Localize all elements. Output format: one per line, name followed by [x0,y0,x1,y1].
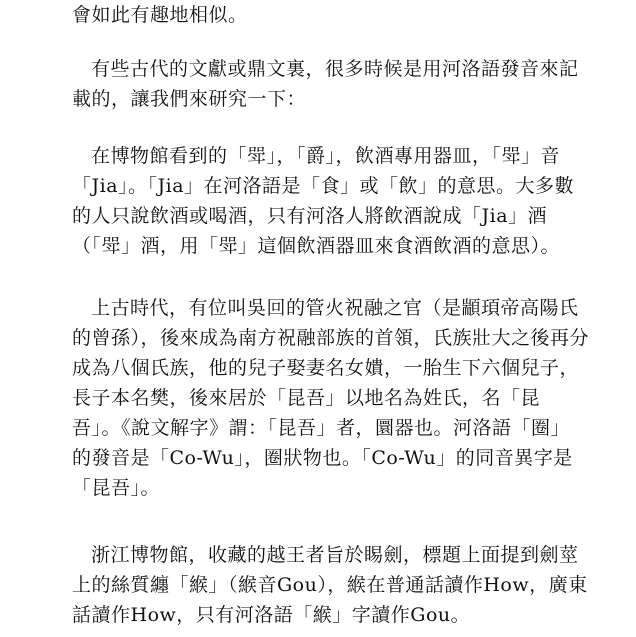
text-line: 在博物館看到的「斝」，「爵」，飲酒專用器皿，「斝」音 [91,145,561,167]
text-line: 「Jia」。「Jia」在河洛語是「食」或「飲」的意思。大多數 [72,175,575,197]
paragraph-4 [72,293,590,503]
text-line: 的人只說飲酒或喝酒，只有河洛人將飲酒說成「Jia」酒 [72,205,548,227]
text-line: 有些古代的文獻或鼎文裏，很多時候是用河洛語發音來記 [91,58,579,80]
text-line: 成為八個氏族，他的兒子娶妻名女嬇，一胎生下六個兒子， [72,357,580,379]
text-line: （「斝」酒，用「斝」這個飲酒器皿來食酒飲酒的意思）。 [72,235,561,257]
text-line: 話讀作How，只有河洛語「緱」字讀作Gou。 [72,604,471,626]
text-line: 吾」。《說文解字》謂：「昆吾」者，圜器也。河洛語「圈」 [72,417,571,439]
text-line: 長子本名樊，後來居於「昆吾」以地名為姓氏，名「昆 [72,387,541,409]
text-line: 「昆吾」。 [72,477,161,499]
text-line: 的發音是「Co-Wu」，圈狀物也。「Co-Wu」的同音異字是 [72,447,573,469]
text-line: 載的，讓我們來研究一下： [72,88,307,110]
paragraph-3 [72,141,575,261]
paragraph-2 [72,54,579,114]
text-line: 浙江博物館，收藏的越王者旨於睗劍，標題上面提到劍莖 [91,544,579,566]
text-line: 上古時代，有位叫吳回的管火祝融之官（是顓頊帝高陽氏 [91,297,579,319]
text-line: 上的絲質纏「緱」（緱音Gou），緱在普通話讀作How，廣東 [72,574,588,596]
text-line: 會如此有趣地相似。 [72,4,248,26]
paragraph-5 [72,540,588,630]
paragraph-1 [72,0,572,30]
text-line: 的曾孫），後來成為南方祝融部族的首領，氏族壯大之後再分 [72,327,590,349]
